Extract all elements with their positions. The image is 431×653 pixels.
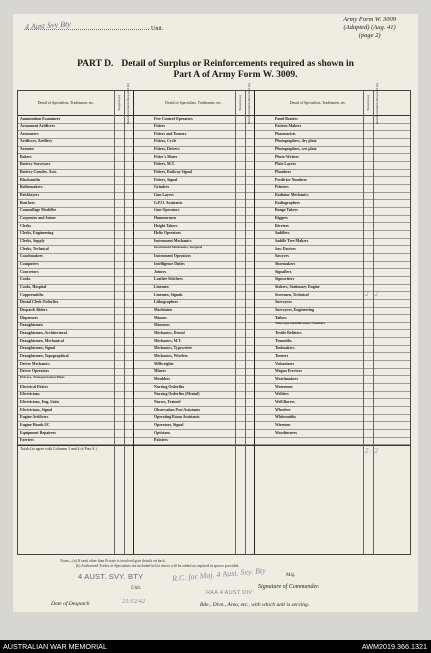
- table-cell-trade: Plumbers: [275, 170, 291, 175]
- part-title: [0, 59, 431, 81]
- table-cell-trade: Coachmakers: [20, 254, 43, 259]
- table-cell-trade: Bricklayers: [20, 193, 40, 198]
- column-header-surplus: [235, 92, 245, 114]
- table-cell-trade: Photographers, dry plate: [275, 139, 317, 144]
- column-header-reinforcements: [245, 82, 255, 124]
- table-cell-trade: Carpenter and Joiner: [20, 216, 57, 221]
- footer-institution: AUSTRALIAN WAR MEMORIAL: [3, 642, 107, 651]
- table-cell-trade: Cooks: [20, 277, 31, 282]
- table-cell-trade: Turners: [275, 353, 289, 358]
- table-cell-trade: Watermen: [275, 384, 293, 389]
- table-cell-trade: Gun Operators: [154, 208, 180, 213]
- table-cell-trade: Linemen, Signals: [154, 292, 183, 297]
- unit-line: [24, 26, 163, 32]
- column-rule: [363, 91, 364, 554]
- table-cell-trade: Leather Stitchers: [154, 277, 183, 282]
- table-cell-trade: Fitter's Mates: [154, 154, 178, 159]
- table-cell-trade: Mechanics, Dental: [154, 330, 185, 335]
- table-cell-trade: Bakers: [20, 154, 32, 159]
- table-cell-trade: Nursing Orderlies (Mental): [154, 392, 200, 397]
- table-cell-trade: Clerks: [20, 223, 32, 228]
- totals-surplus: 2: [365, 447, 369, 456]
- table-cell-trade: Textile Refitters: [275, 330, 302, 335]
- table-cell-trade: Shoemakers: [275, 262, 296, 267]
- table-cell-trade: Sawyers: [275, 254, 289, 259]
- form-number-line: (Adapted) (Aug. 41): [343, 24, 396, 31]
- table-cell-trade: Battery Surveyors: [20, 162, 51, 167]
- table-cell-trade: Instrument Operators: [154, 254, 191, 259]
- table-cell-trade: Printers: [275, 185, 289, 190]
- archive-footer: [0, 640, 431, 653]
- table-cell-trade: Photographers, wet plate: [275, 147, 317, 152]
- column-rule: [114, 91, 115, 554]
- column-header-detail: Detail of Specialists, Tradesmen, etc.: [289, 100, 347, 105]
- table-cell-trade: Driver Mechanics: [20, 361, 50, 366]
- table-cell-trade: Ammunition Examiners: [20, 116, 61, 121]
- table-cell-trade: Signallers: [275, 269, 292, 274]
- totals-label: Totals (to agree with Columns 3 and 4 of Part A.): [20, 447, 97, 452]
- table-cell-trade: Observation Post Assistants: [154, 407, 201, 412]
- table-cell-trade: Well Borers: [275, 399, 295, 404]
- table-cell-trade: Intelligence Duties: [154, 262, 185, 267]
- table-cell-trade: Riggers: [275, 216, 288, 221]
- column-header-surplus: [114, 92, 124, 114]
- table-cell-trade: Stokers, Stationary Engine: [275, 285, 320, 290]
- table-cell-trade: Grinders: [154, 185, 170, 190]
- form-number-line: Army Form W. 3009: [343, 16, 396, 23]
- column-header-reinforcements-text: Reinforcements Required (b): [375, 82, 380, 124]
- table-cell-trade: Nursing Orderlies: [154, 384, 185, 389]
- table-cell-trade: Butchers: [20, 200, 35, 205]
- table-cell-trade: Toolmakers: [275, 346, 295, 351]
- table-cell-trade: Instrument Mechanics, Surgical: [154, 245, 202, 249]
- column-header-detail: Detail of Specialists, Tradesmen, etc.: [37, 100, 95, 105]
- signature-caption: Signature of Commander.: [258, 584, 320, 590]
- table-cell-trade: Draughtsmen, Mechanical: [20, 338, 64, 343]
- column-header-surplus: [363, 92, 373, 114]
- table-cell-trade: Engine Artificers: [20, 415, 49, 420]
- table-cell-trade: Saddle Tree Makers: [275, 239, 309, 244]
- table-cell-trade: Pattern Makers: [275, 124, 302, 129]
- table-cell-trade: Machinists: [154, 308, 173, 312]
- column-header-reinforcements-text: Reinforcements Required (b): [247, 82, 252, 124]
- table-cell-trade: Vulcanizers: [275, 361, 295, 366]
- table-cell-trade: Dental Clerk Orderlies: [20, 300, 59, 305]
- table-cell-trade: Pharmacists: [275, 131, 296, 136]
- table-cell-trade: Clerks, Engineering: [20, 231, 54, 236]
- table-cell-trade: Predictor Numbers: [275, 177, 307, 182]
- division-stamp: RAA 4 AUST DIV: [206, 590, 253, 596]
- unit-stamp: 4 AUST. SVY. BTY: [78, 572, 144, 581]
- table-cell-trade: Electricians: [20, 392, 40, 397]
- table-cell-trade: Clerks, Technical: [20, 246, 49, 251]
- table-cell-trade: Fitters, M.T.: [154, 162, 175, 167]
- table-cell-trade: Tinsmiths: [275, 338, 292, 343]
- table-cell-trade: Draughtsmen, Topographical: [20, 353, 69, 358]
- brigade-caption: Bde., Divn., Area, etc., with which unit is serving.: [200, 602, 310, 608]
- table-cell-trade: Mechanics, Wireless: [154, 353, 188, 358]
- surplus-mark: 2: [365, 290, 369, 299]
- table-cell-trade: Armourers: [20, 131, 39, 136]
- unit-label: Unit.: [151, 26, 164, 32]
- table-cell-trade: Radiographers: [275, 200, 300, 205]
- table-cell-trade: Whitesmiths: [275, 415, 296, 420]
- table-cell-trade: Panel Beaters: [275, 116, 298, 121]
- form-number: [343, 16, 396, 40]
- table-cell-trade: Joiners: [154, 269, 167, 274]
- rank-label: Maj.: [286, 573, 296, 578]
- table-cell-trade: Telescope Identification Numbers: [275, 322, 326, 326]
- table-cell-trade: Masons: [154, 315, 167, 320]
- note-a: Notes—(a) If rank other than Private is involved give details on back.: [60, 559, 166, 563]
- table-cell-trade: Saddlers: [275, 231, 290, 236]
- table-cell-trade: Dispensers: [20, 315, 38, 320]
- table-cell-trade: Driver Operators: [20, 369, 49, 374]
- column-rule: [373, 91, 374, 554]
- table-cell-trade: Radiator Mechanics: [275, 193, 309, 198]
- table-cell-trade: Draughtsmen, Architectural: [20, 330, 67, 335]
- date-label: Date of Despatch: [51, 601, 90, 607]
- table-cell-trade: Surveyors: [275, 300, 292, 305]
- table-cell-trade: Despatch Riders: [20, 308, 48, 312]
- table-cell-trade: Electricians, Signal: [20, 407, 52, 412]
- title-line-1: Detail of Surplus or Reinforcements required as shown in: [121, 59, 354, 69]
- table-cell-trade: Camouflage Modeller: [20, 208, 57, 213]
- table-cell-trade: Cooks, Hospital: [20, 285, 47, 290]
- table-cell-trade: Axemen: [20, 147, 34, 152]
- table-cell-trade: Signwriters: [275, 277, 295, 282]
- table-cell-trade: Instrument Mechanics: [154, 239, 192, 244]
- table-cell-trade: Riveters: [275, 223, 289, 228]
- date-value: 21/12/42: [122, 598, 146, 605]
- part-label: PART D.: [77, 59, 114, 69]
- unit-dots: [24, 29, 149, 30]
- table-cell-trade: Wheelers: [275, 407, 291, 412]
- table-cell-trade: Fitters: [154, 124, 166, 129]
- table-cell-trade: Gun Layers: [154, 193, 174, 198]
- table-cell-trade: Nurses, Trained: [154, 399, 181, 404]
- table-cell-trade: Mechanics, Typewriter: [154, 346, 193, 351]
- table-cell-trade: Engine Hands I/C: [20, 422, 50, 427]
- reinforcement-mark: 2: [374, 290, 378, 299]
- table-cell-trade: Lithographers: [154, 300, 178, 305]
- table-cell-trade: Millwrights: [154, 361, 174, 366]
- table-cell-trade: Blacksmiths: [20, 177, 41, 182]
- column-header-surplus-text: Surplus (a): [237, 95, 242, 111]
- table-cell-trade: Operators, Signal: [154, 422, 184, 427]
- table-cell-trade: Farriers: [20, 438, 34, 443]
- column-header-reinforcements: [373, 82, 383, 124]
- table-cell-trade: Boilermakers: [20, 185, 43, 190]
- table-cell-trade: Battery Comdrs. Asst.: [20, 170, 57, 175]
- table-cell-trade: Artificers, Artillery: [20, 139, 53, 144]
- column-header-surplus-text: Surplus (a): [365, 95, 370, 111]
- table-cell-trade: Draughtsmen: [20, 323, 43, 328]
- table-cell-trade: Fitters, Drivers: [154, 147, 180, 152]
- table-cell-trade: Photo-Writers: [275, 154, 299, 159]
- table-cell-trade: Mechanics, M.T.: [154, 338, 182, 343]
- table-cell-trade: Clerks, Supply: [20, 239, 45, 244]
- totals-rule: [18, 445, 410, 446]
- commander-signature: R.C. for Maj. 4 Aust. Svy. Bty: [171, 565, 267, 584]
- table-cell-trade: Electricians, Eng. Units: [20, 399, 60, 404]
- unit-handwritten: 4 Aust Svy Bty: [24, 19, 72, 32]
- table-cell-trade: Moulders: [154, 376, 170, 381]
- column-header-reinforcements-text: Reinforcements Required (b): [126, 82, 131, 124]
- note-b: (b) Authorized Trades or Specialists not included in list above will be added as required in spaces provided.: [76, 564, 240, 569]
- table-cell-trade: Fitters and Turners: [154, 131, 187, 136]
- table-cell-trade: Painters: [154, 438, 168, 443]
- form-number-line: (page 2): [358, 32, 381, 39]
- unit-caption: Unit.: [131, 586, 142, 591]
- specialists-table: [17, 82, 411, 555]
- table-cell-trade: Woodturners: [275, 430, 298, 435]
- table-cell-trade: Storemen, Technical: [275, 292, 309, 297]
- table-cell-trade: Draughtsmen, Signal: [20, 346, 56, 351]
- table-cell-trade: Concretors: [20, 269, 39, 274]
- table-cell-trade: Welders: [275, 392, 289, 397]
- footer-accession: AWM2019.366.1321: [361, 642, 427, 651]
- notes: [60, 559, 390, 569]
- column-rule: [124, 91, 125, 554]
- table-cell-trade: Surveyors, Engineering: [275, 308, 315, 312]
- table-cell-trade: Plate Layers: [275, 162, 296, 167]
- totals-reinforcements: 2: [374, 447, 378, 456]
- table-cell-trade: Electrical Fitters: [20, 384, 48, 389]
- table-cell-trade: Tailors: [275, 315, 287, 320]
- table-cell-trade: Range Takers: [275, 208, 298, 213]
- table-cell-trade: Fitters, Cycle: [154, 139, 177, 144]
- table-cell-trade: Operating Room Assistants: [154, 415, 200, 420]
- column-header-reinforcements: [124, 82, 134, 124]
- title-line-2: Part A of Army Form W. 3009.: [173, 70, 298, 80]
- table-cell-trade: Saw Doctors: [275, 246, 296, 251]
- table-cell-trade: Fire Control Operators: [154, 116, 193, 121]
- column-header-surplus-text: Surplus (a): [116, 95, 121, 111]
- column-rule: [245, 91, 246, 554]
- table-cell-trade: Opticians: [154, 430, 170, 435]
- table-cell-trade: Fitters, Signal: [154, 177, 178, 182]
- column-rule: [254, 91, 255, 554]
- table-cell-trade: Wiremen: [275, 422, 291, 427]
- column-header-detail: Detail of Specialists, Tradesmen, etc.: [165, 100, 222, 105]
- table-cell-trade: Computers: [20, 262, 39, 267]
- table-cell-trade: Linemen: [154, 285, 169, 290]
- table-cell-trade: Masseurs: [154, 323, 170, 328]
- table-cell-trade: Coppersmiths: [20, 292, 44, 297]
- table-cell-trade: Hammermen: [154, 216, 177, 221]
- table-cell-trade: Fitters, Railway Signal: [154, 170, 192, 175]
- table-cell-trade: Armament Artificers: [20, 124, 55, 129]
- table-cell-trade: Wagon Erectors: [275, 369, 302, 374]
- column-rule: [235, 91, 236, 554]
- table-cell-trade: Helio Operators: [154, 231, 181, 236]
- table-cell-trade: Equipment Repairers: [20, 430, 56, 435]
- table-cell-trade: Miners: [154, 369, 166, 374]
- table-cell-trade: G.P.O. Assistants: [154, 200, 183, 205]
- table-cell-trade: Drivers, Transportation Plant: [20, 375, 65, 380]
- column-rule: [133, 91, 134, 554]
- table-cell-trade: Height Takers: [154, 223, 178, 228]
- table-cell-trade: Watchmakers: [275, 376, 299, 381]
